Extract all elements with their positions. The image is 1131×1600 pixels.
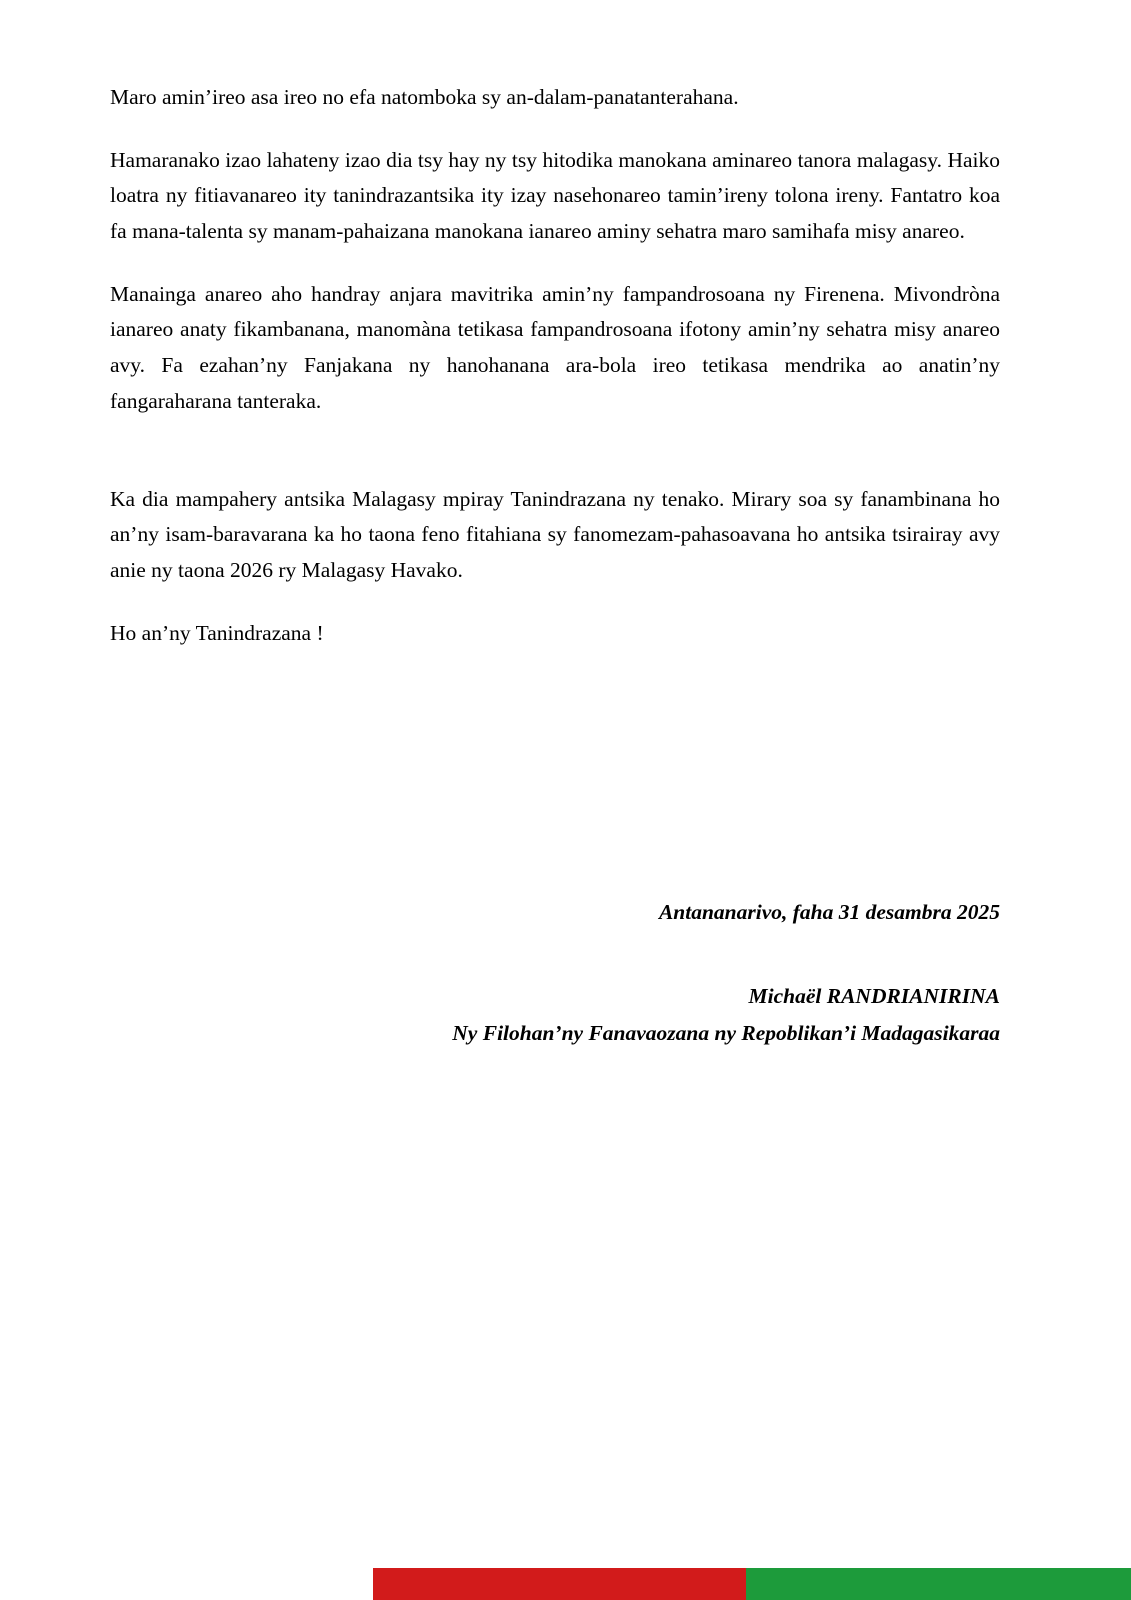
paragraph-5: Ho an’ny Tanindrazana ! <box>110 620 324 645</box>
signature-place-date: Antananarivo, faha 31 desambra 2025 <box>658 900 1000 924</box>
signature-name: Michaël RANDRIANIRINA <box>748 984 1000 1009</box>
footer-segment-white <box>0 1568 373 1600</box>
paragraph-1: Maro amin’ireo asa ireo no efa natomboka sy an-dalam-panatanterahana. <box>110 85 739 109</box>
paragraph-3: Manainga anareo aho handray anjara mavitrika amin’ny fampandrosoana ny Firenena. Mivondròna ianareo anaty fikambanana, manomàna tetikasa fampandrosoana ifotony amin’ny sehatra misy anareo avy. Fa ezahan’ny Fanjakana ny hanohanana ara-bola ireo tetikasa mendrika ao anatin’ny fangaraharana tanteraka. <box>110 281 1000 413</box>
footer-segment-green <box>746 1568 1131 1600</box>
signature-title: Ny Filohan’ny Fanavaozana ny Repoblikan’i Madagasikaraa <box>452 1020 1000 1045</box>
document-body <box>110 80 1000 651</box>
signature-block <box>110 895 1000 1050</box>
paragraph-2: Hamaranako izao lahateny izao dia tsy hay ny tsy hitodika manokana aminareo tanora malagasy. Haiko loatra ny fitiavanareo ity tanindrazantsika ity izay nasehonareo tamin’ireny tolona ireny. Fantatro koa fa mana-talenta sy manam-pahaizana manokana ianareo aminy sehatra maro samihafa misy anareo. <box>110 147 1000 244</box>
paragraph-4: Ka dia mampahery antsika Malagasy mpiray Tanindrazana ny tenako. Mirary soa sy fanambinana ho an’ny isam-baravarana ka ho taona feno fitahiana sy fanomezam-pahasoavana ho antsika tsirairay avy anie ny taona 2026 ry Malagasy Havako. <box>110 486 1000 582</box>
footer-flag-bar <box>0 1568 1131 1600</box>
footer-segment-red <box>373 1568 746 1600</box>
